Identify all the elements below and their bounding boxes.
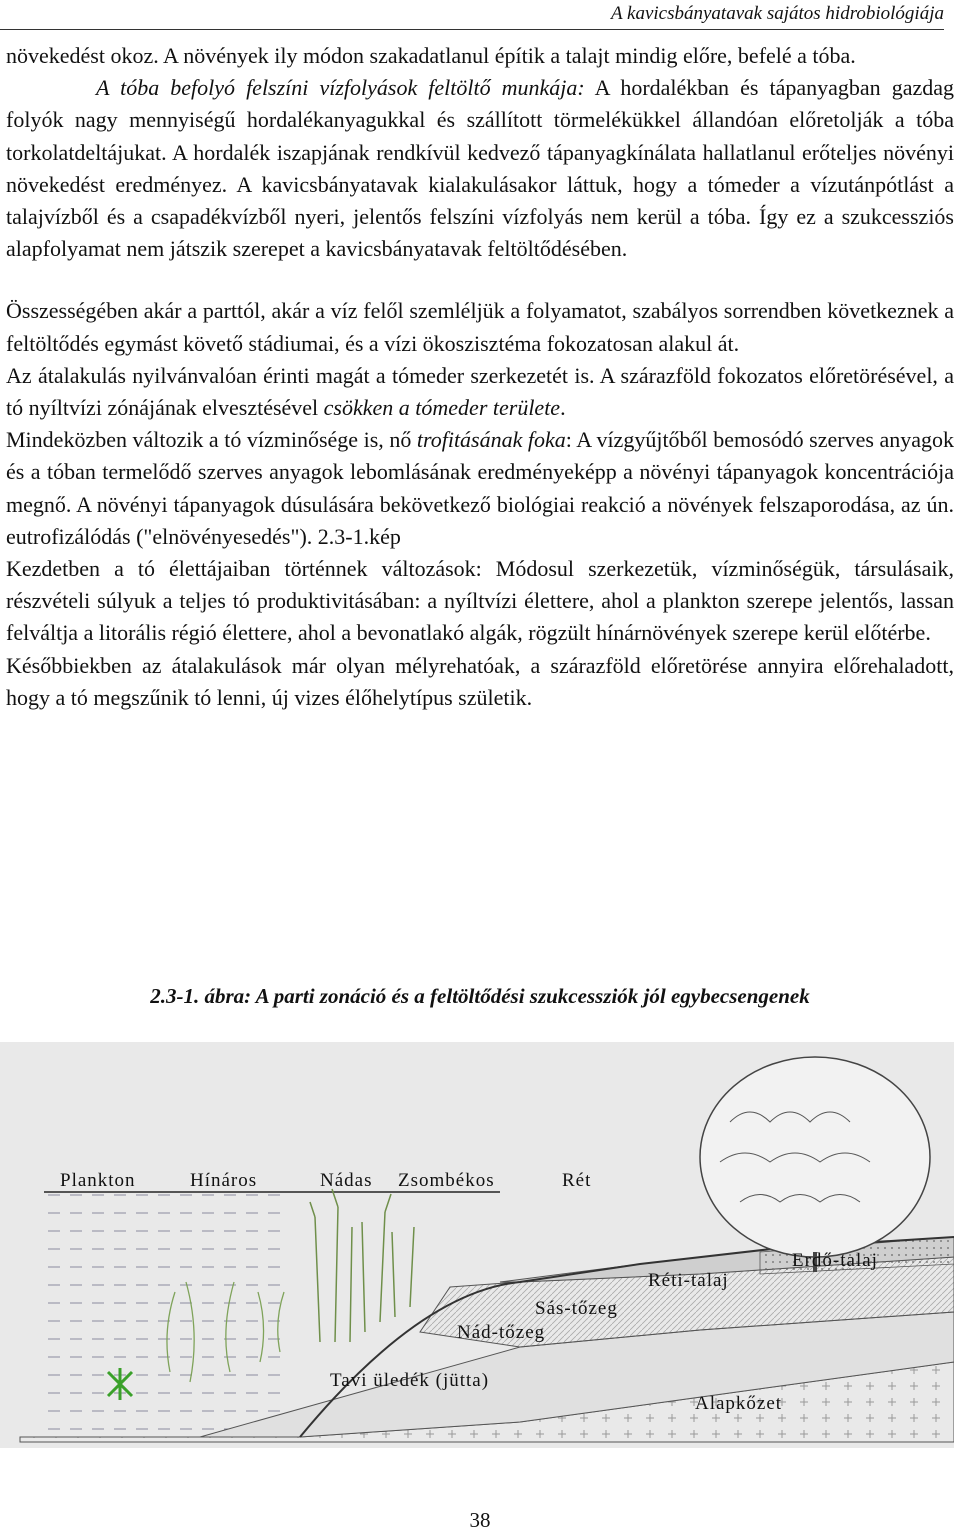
reed-plants-icon (310, 1189, 414, 1342)
zone-label-plankton: Plankton (60, 1170, 136, 1191)
zone-label-zsombekos: Zsombékos (398, 1170, 495, 1191)
body-text (6, 40, 954, 714)
paragraph-6: Kezdetben a tó élettájaiban történnek változások: Módosul szerkezetük, vízminőségük, társulásaik, részvételi súlyuk a teljes tó produktivitásában: a nyíltvízi élettere, ahol a plankton szerepe jelentős, lassan felváltja a litorális régió élettere, ahol a bevonatlakó algák, rögzült hínárnövények szerepe kerül előtérbe. (6, 556, 954, 646)
zone-label-hinaros: Hínáros (190, 1170, 258, 1191)
zone-label-ret: Rét (562, 1170, 592, 1191)
paragraph-7: Későbbiekben az átalakulások már olyan mélyrehatóak, a szárazföld előretörése annyira előrehaladott, hogy a tó megszűnik tó lenni, új vizes élőhelytípus születik. (6, 652, 954, 710)
lake-succession-diagram (0, 1042, 954, 1448)
layer-label-reti: Réti-talaj (648, 1270, 729, 1291)
layer-label-tavi: Tavi üledék (jütta) (330, 1370, 490, 1391)
paragraph-1: növekedést okoz. A növények ily módon szakadatlanul építik a talajt mindig előre, befelé a tóba. (6, 43, 856, 68)
figure-caption: 2.3-1. ábra: A parti zonáció és a feltöltődési szukcessziók jól egybecsengenek (150, 984, 810, 1008)
zone-label-nadas: Nádas (320, 1170, 373, 1191)
layer-label-sas: Sás-tőzeg (535, 1298, 618, 1319)
layer-label-erdo: Erdő-talaj (792, 1250, 878, 1271)
running-header (0, 0, 944, 30)
layer-label-nad: Nád-tőzeg (457, 1322, 546, 1343)
paragraph-2: A tóba befolyó felszíni vízfolyások feltöltő munkája: A hordalékban és tápanyagban gazdag folyók nagy mennyiségű hordalékanyagukkal és szállított törmelékükkel állandóan előretolják a tóba torkolatdeltájukat. A hordalék iszapjának rendkívül kedvező tápanyagkínálata hallatlanul erőteljes növényi növekedést eredményez. A kavicsbányatavak kialakulásakor láttuk, hogy a tómeder a vízutánpótlást a talajvízből és a csapadékvízből nyeri, jelentős felszíni vízfolyás nem kerül a tóba. Így ez a szukcessziós alapfolyamat nem játszik szerepet a kavicsbányatavak feltöltődésében. (6, 75, 955, 262)
header-title: A kavicsbányatavak sajátos hidrobiológiája (611, 3, 944, 24)
page-number: 38 (469, 1508, 491, 1532)
layer-label-alap: Alapkőzet (695, 1393, 783, 1414)
paragraph-4: Az átalakulás nyilvánvalóan érinti magát a tómeder szerkezetét is. A szárazföld fokozatos előretörésével, a tó nyíltvízi zónájának elvesztésével csökken a tómeder területe. (6, 362, 954, 421)
paragraph-3: Összességében akár a parttól, akár a víz felől szemléljük a folyamatot, szabályos sorrendben következnek a feltöltődés egymást követő stádiumai, és a vízi ökoszisztéma fokozatosan alakul át. (6, 298, 954, 356)
paragraph-lead: A tóba befolyó felszíni vízfolyások feltöltő munkája: (96, 75, 585, 101)
paragraph-gap (6, 265, 954, 295)
paragraph-5: Mindeközben változik a tó vízminősége is, nő trofitásának foka: A vízgyűjtőből bemosódó szerves anyagok és a tóban termelődő szerves anyagok lebomlásának eredményeképp a növényi tápanyagok koncentrációja megnő. A növényi tápanyagok dúsulására bekövetkező biológiai reakció a növények felszaporodása, az ún. eutrofizálódás ("elnövényesedés"). 2.3-1.kép (6, 427, 954, 549)
